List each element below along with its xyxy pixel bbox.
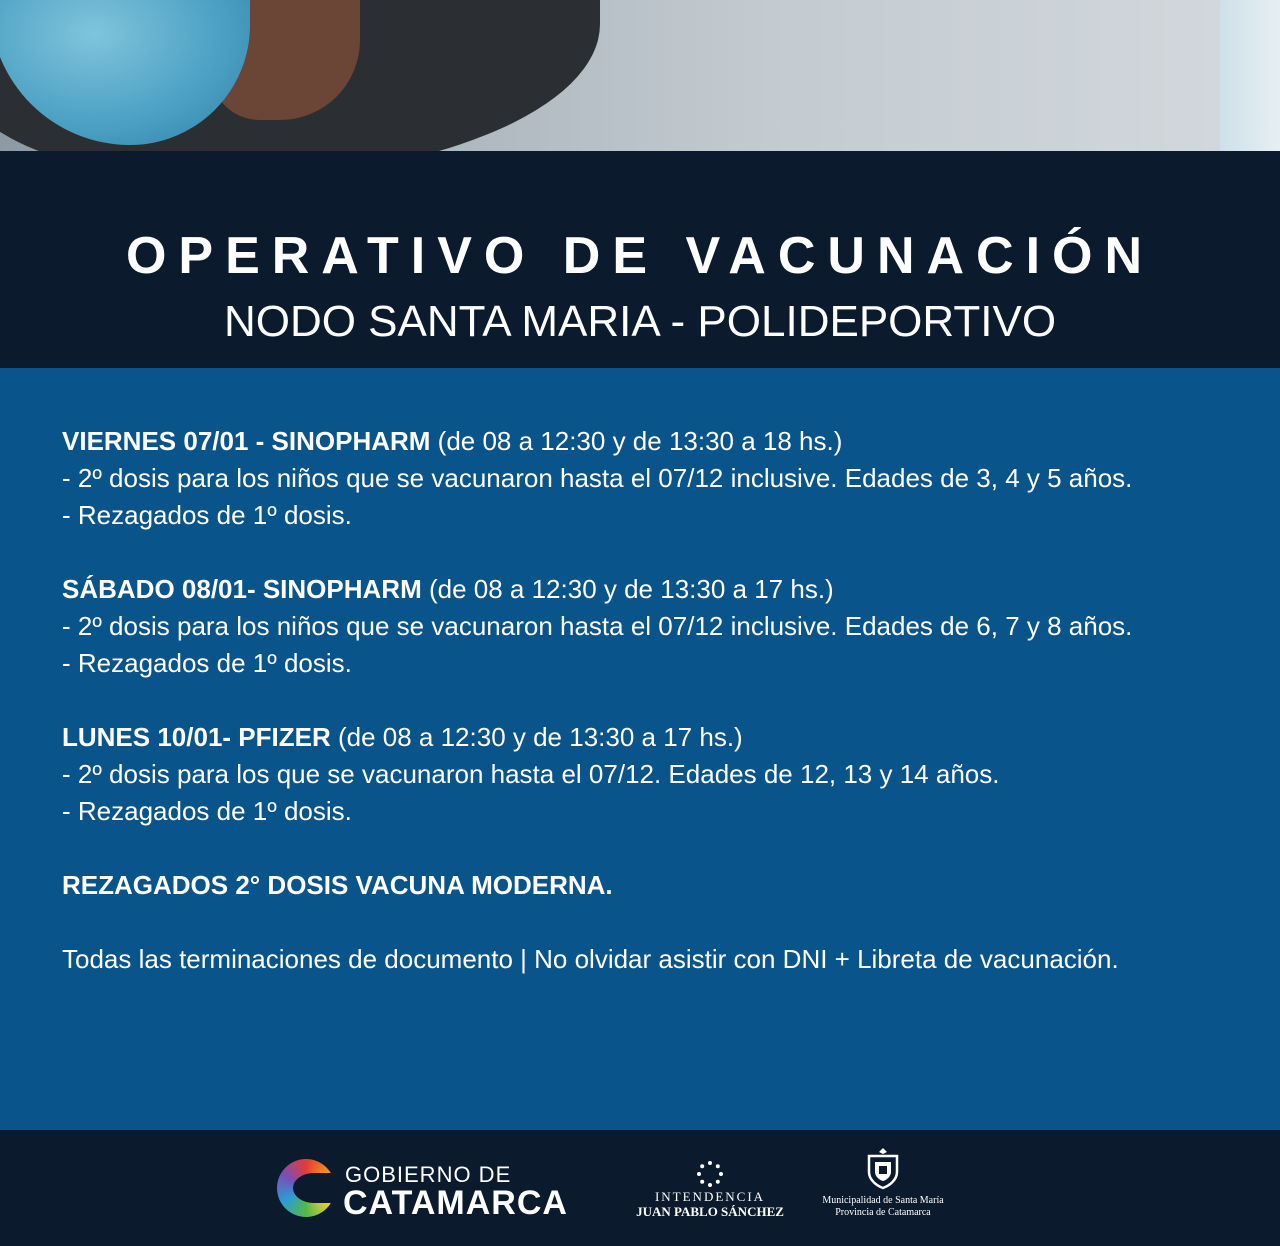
schedule-day [62, 571, 1222, 682]
schedule-item: - Rezagados de 1º dosis. [62, 648, 352, 678]
intendencia-line2: JUAN PABLO SÁNCHEZ [636, 1204, 784, 1219]
intendencia-logo [630, 1160, 790, 1222]
page-title: OPERATIVO DE VACUNACIÓN [125, 227, 1155, 285]
catamarca-logo-bottom: CATAMARCA [343, 1184, 568, 1222]
photo-coat [1220, 0, 1280, 151]
schedule-item: - 2º dosis para los niños que se vacunaron hasta el 07/12 inclusive. Edades de 3, 4 y 5 años. [62, 463, 1133, 493]
header-photo [0, 0, 1280, 151]
content-panel [0, 368, 1280, 1130]
schedule-day [62, 423, 1222, 534]
day-heading: LUNES 10/01- PFIZER [62, 722, 331, 752]
municipalidad-line1: Municipalidad de Santa María [822, 1195, 944, 1206]
day-hours: (de 08 a 12:30 y de 13:30 a 18 hs.) [430, 426, 843, 456]
footer-logos [0, 1130, 1280, 1246]
catamarca-logo [277, 1156, 587, 1222]
schedule-item: - 2º dosis para los que se vacunaron hasta el 07/12. Edades de 12, 13 y 14 años. [62, 759, 1000, 789]
footer-note: Todas las terminaciones de documento | No olvidar asistir con DNI + Libreta de vacunación. [62, 944, 1119, 974]
intendencia-line1: INTENDENCIA [654, 1189, 766, 1204]
dotted-circle-icon [696, 1160, 724, 1188]
municipalidad-logo [808, 1146, 958, 1226]
schedule-item: - 2º dosis para los niños que se vacunaron hasta el 07/12 inclusive. Edades de 6, 7 y 8 años. [62, 611, 1133, 641]
coat-of-arms-icon [861, 1146, 905, 1190]
page-subtitle: NODO SANTA MARIA - POLIDEPORTIVO [223, 297, 1057, 346]
schedule-day-header [62, 423, 1222, 460]
schedule-day-header [62, 571, 1222, 608]
schedule-list [62, 423, 1222, 978]
day-heading: SÁBADO 08/01- SINOPHARM [62, 574, 422, 604]
municipalidad-line2: Provincia de Catamarca [835, 1207, 931, 1218]
day-hours: (de 08 a 12:30 y de 13:30 a 17 hs.) [330, 722, 743, 752]
schedule-item: - Rezagados de 1º dosis. [62, 796, 352, 826]
day-heading: VIERNES 07/01 - SINOPHARM [62, 426, 431, 456]
schedule-day [62, 719, 1222, 830]
schedule-item: - Rezagados de 1º dosis. [62, 500, 352, 530]
moderna-note: REZAGADOS 2° DOSIS VACUNA MODERNA. [62, 870, 613, 900]
day-hours: (de 08 a 12:30 y de 13:30 a 17 hs.) [421, 574, 834, 604]
catamarca-logo-top: GOBIERNO DE [345, 1162, 512, 1187]
catamarca-ring-icon [277, 1159, 335, 1217]
schedule-day-header [62, 719, 1222, 756]
title-band [0, 151, 1280, 368]
